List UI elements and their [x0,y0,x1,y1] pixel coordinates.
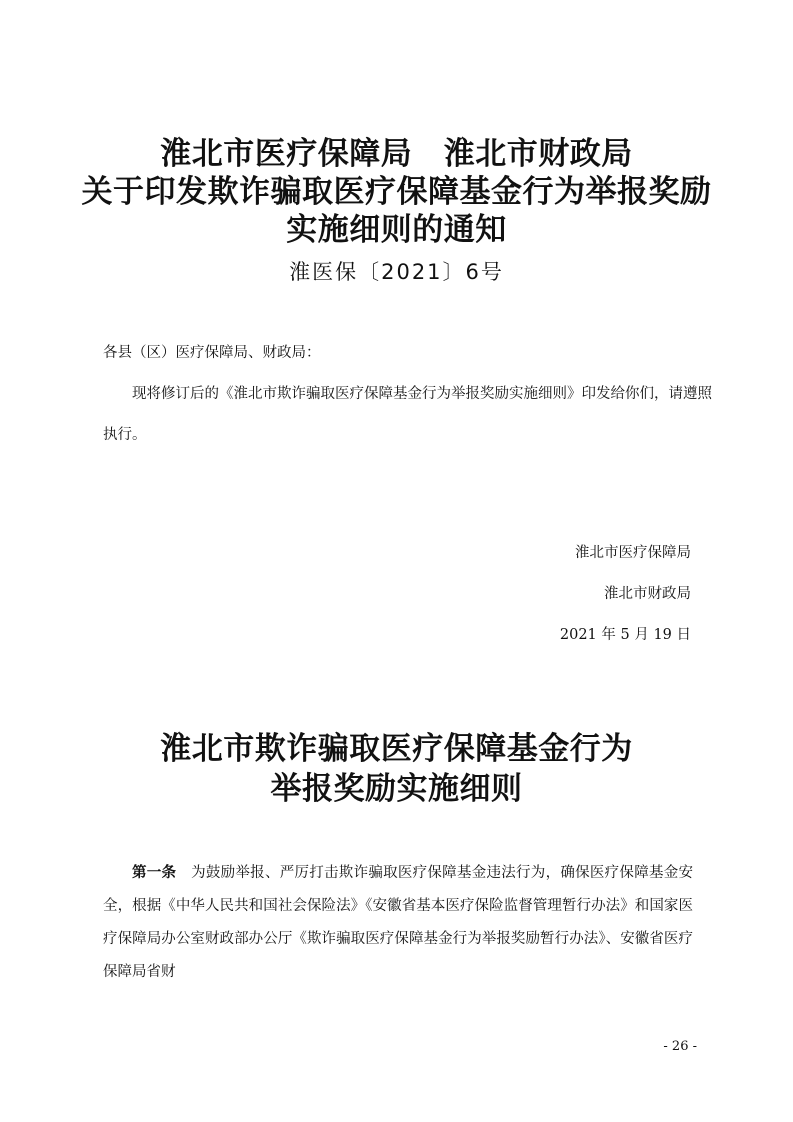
notice-title-line-2: 关于印发欺诈骗取医疗保障基金行为举报奖励 [81,174,712,210]
article-1-label: 第一条 [132,864,177,881]
notice-title-line-3: 实施细则的通知 [286,212,507,248]
salutation: 各县（区）医疗保障局、财政局： [103,345,321,361]
page-number: - 26 - [663,1039,697,1054]
issue-date: 2021 年 5 月 19 日 [559,627,691,643]
notice-body-line-1: 现将修订后的《淮北市欺诈骗取医疗保障基金行为举报奖励实施细则》印发给你们，请遵照 [132,386,712,402]
notice-title-line-1: 淮北市医疗保障局 淮北市财政局 [160,136,633,172]
notice-body-line-2: 执行。 [103,427,147,443]
article-1-text: 为鼓励举报、严厉打击欺诈骗取医疗保障基金违法行为，确保医疗保障基金安全，根据《中华人民共和国社会保险法》《安徽省基本医疗保险监督管理暂行办法》和国家医疗保障局办公室财政部办公厅《欺诈骗取医疗保障基金行为举报奖励暂行办法》、安徽省医疗保障局省财 [103,865,694,980]
rules-title-line-2: 举报奖励实施细则 [270,771,523,807]
signature-medical-security-bureau: 淮北市医疗保障局 [575,545,691,561]
signature-finance-bureau: 淮北市财政局 [604,586,691,602]
document-number: 淮医保〔2021〕6号 [289,260,504,284]
article-1 [103,856,693,989]
rules-title-line-1: 淮北市欺诈骗取医疗保障基金行为 [160,731,633,767]
